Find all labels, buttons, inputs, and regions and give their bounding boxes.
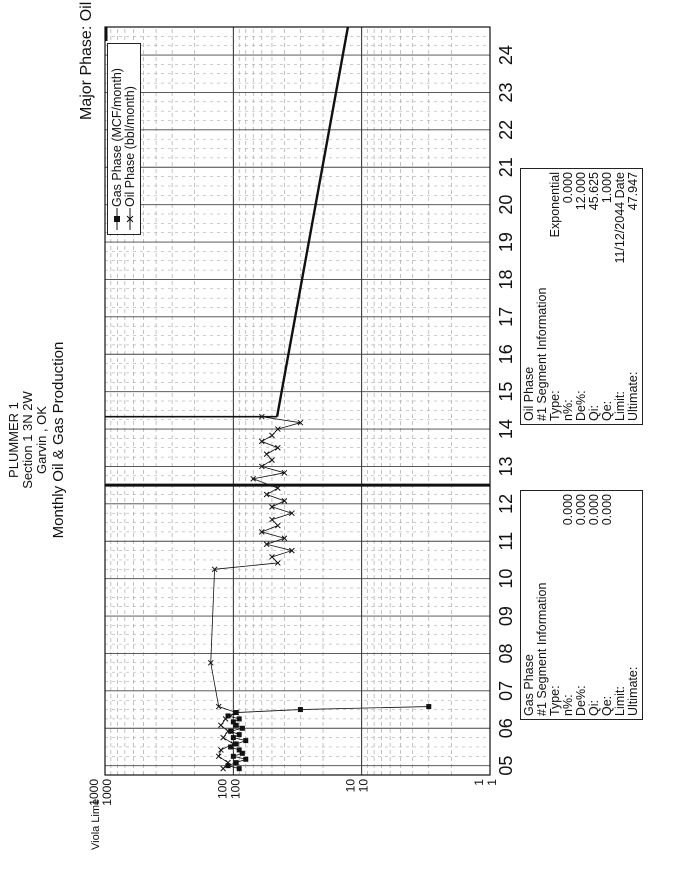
gas-point xyxy=(231,719,236,724)
x-tick-label: 22 xyxy=(496,119,516,140)
gas-val: 0.000 xyxy=(600,494,614,526)
gas-key: n%: xyxy=(561,694,575,716)
oil-key: Qe: xyxy=(600,400,614,421)
oil-series-line xyxy=(211,417,301,769)
gas-point xyxy=(237,766,242,771)
oil-key: Type: xyxy=(548,390,562,421)
x-tick-label: 07 xyxy=(496,680,516,701)
oil-key: Limit: xyxy=(613,391,627,421)
oil-point xyxy=(264,452,269,457)
oil-point xyxy=(289,511,294,516)
oil-segment-box xyxy=(520,168,643,425)
well-name: PLUMMER 1 xyxy=(6,402,21,478)
legend-gas-label: Gas Phase (MCF/month) xyxy=(110,68,124,207)
gas-val: 0.000 xyxy=(574,494,588,526)
oil-point xyxy=(218,723,223,728)
oil-forecast-line xyxy=(277,27,348,417)
gas-key: Type: xyxy=(548,685,562,716)
oil-point xyxy=(221,766,226,771)
gas-point xyxy=(298,707,303,712)
x-tick-label: 24 xyxy=(496,45,516,66)
y-tick-label: 100 xyxy=(228,779,243,800)
oil-point xyxy=(216,754,221,759)
legend-oil-label: Oil Phase (bbl/month) xyxy=(123,86,137,207)
x-tick-label: 14 xyxy=(496,419,516,440)
x-tick-label: 17 xyxy=(496,306,516,327)
x-tick-label: 21 xyxy=(496,157,516,178)
legend-box xyxy=(107,43,141,235)
gas-series-line xyxy=(228,707,429,769)
oil-point xyxy=(275,523,280,528)
legend-oil xyxy=(124,44,137,234)
gas-box-segment-text: #1 Segment Information xyxy=(535,582,549,716)
gas-row xyxy=(549,491,562,719)
oil-point xyxy=(289,548,294,553)
gas-row xyxy=(601,491,614,719)
gas-point xyxy=(240,726,245,731)
oil-val: 0.000 xyxy=(561,172,575,204)
x-tick-label: 10 xyxy=(496,568,516,589)
x-tick-label: 15 xyxy=(496,381,516,402)
major-phase-label: Major Phase: Oil xyxy=(78,1,95,120)
oil-key: Qi: xyxy=(587,405,601,421)
gas-point xyxy=(234,760,239,765)
well-location: Section 1 3N 2W xyxy=(20,391,35,489)
gas-box-title-text: Gas Phase xyxy=(522,654,536,716)
gas-point xyxy=(243,738,248,743)
x-tick-label: 13 xyxy=(496,456,516,477)
oil-val: 45.625 xyxy=(587,172,601,211)
y-tick-label: 10 xyxy=(343,779,358,793)
oil-point xyxy=(275,445,280,450)
oil-key: n%: xyxy=(561,399,575,421)
formation-label: Viola Lime xyxy=(90,798,102,850)
oil-key: De%: xyxy=(574,390,588,421)
x-tick-label: 19 xyxy=(496,232,516,253)
gas-val: 0.000 xyxy=(561,494,575,526)
y-tick-label: 1000 xyxy=(100,779,114,806)
gas-row xyxy=(588,491,601,719)
oil-val: Exponential xyxy=(548,172,562,238)
oil-point xyxy=(264,542,269,547)
oil-val: 47.947 xyxy=(626,172,640,211)
oil-val: 11/12/2044 Date xyxy=(613,172,627,264)
x-tick-label: 08 xyxy=(496,643,516,664)
gas-key: Qe: xyxy=(600,695,614,716)
oil-val: 1.000 xyxy=(600,172,614,204)
oil-legend-marker xyxy=(124,207,136,231)
gas-row xyxy=(627,491,640,719)
x-tick-label: 20 xyxy=(496,194,516,215)
x-tick-label: 23 xyxy=(496,82,516,103)
y-tick-label: 1000 xyxy=(87,779,101,806)
gas-point xyxy=(426,704,431,709)
gas-row xyxy=(575,491,588,719)
oil-row xyxy=(588,169,601,424)
x-tick-label: 18 xyxy=(496,269,516,290)
gas-key: De%: xyxy=(574,685,588,716)
gas-legend-marker xyxy=(111,207,123,231)
gas-point xyxy=(237,716,242,721)
gas-point xyxy=(231,754,236,759)
y-tick-label: 10 xyxy=(356,779,371,793)
well-county: Garvin , OK xyxy=(34,406,49,474)
oil-key: Ultimate: xyxy=(626,371,640,421)
x-tick-label: 06 xyxy=(496,718,516,739)
gas-point xyxy=(231,735,236,740)
x-tick-label: 05 xyxy=(496,755,516,776)
y-tick-label: 1 xyxy=(472,779,486,786)
gas-segment-box xyxy=(520,490,643,720)
gas-point xyxy=(243,757,248,762)
x-tick-label: 16 xyxy=(496,344,516,365)
oil-row xyxy=(627,169,640,424)
gas-key: Qi: xyxy=(587,700,601,716)
y-tick-label: 1 xyxy=(485,779,499,786)
oil-val: 12.000 xyxy=(574,172,588,211)
gas-point xyxy=(228,729,233,734)
x-tick-label: 12 xyxy=(496,493,516,514)
x-tick-label: 09 xyxy=(496,606,516,627)
oil-point xyxy=(218,747,223,752)
y-tick-label: 100 xyxy=(215,779,230,800)
oil-row xyxy=(549,169,562,424)
oil-box-segment-text: #1 Segment Information xyxy=(535,287,549,421)
grid-layer xyxy=(105,27,490,775)
gas-key: Limit: xyxy=(613,686,627,716)
series-layer xyxy=(105,27,431,771)
gas-point xyxy=(237,732,242,737)
oil-box-title-text: Oil Phase xyxy=(522,366,536,421)
x-tick-label: 11 xyxy=(496,531,516,551)
gas-val: 0.000 xyxy=(587,494,601,526)
gas-point xyxy=(237,747,242,752)
chart-title: Monthly Oil & Gas Production xyxy=(50,341,67,539)
gas-key: Ultimate: xyxy=(626,666,640,716)
